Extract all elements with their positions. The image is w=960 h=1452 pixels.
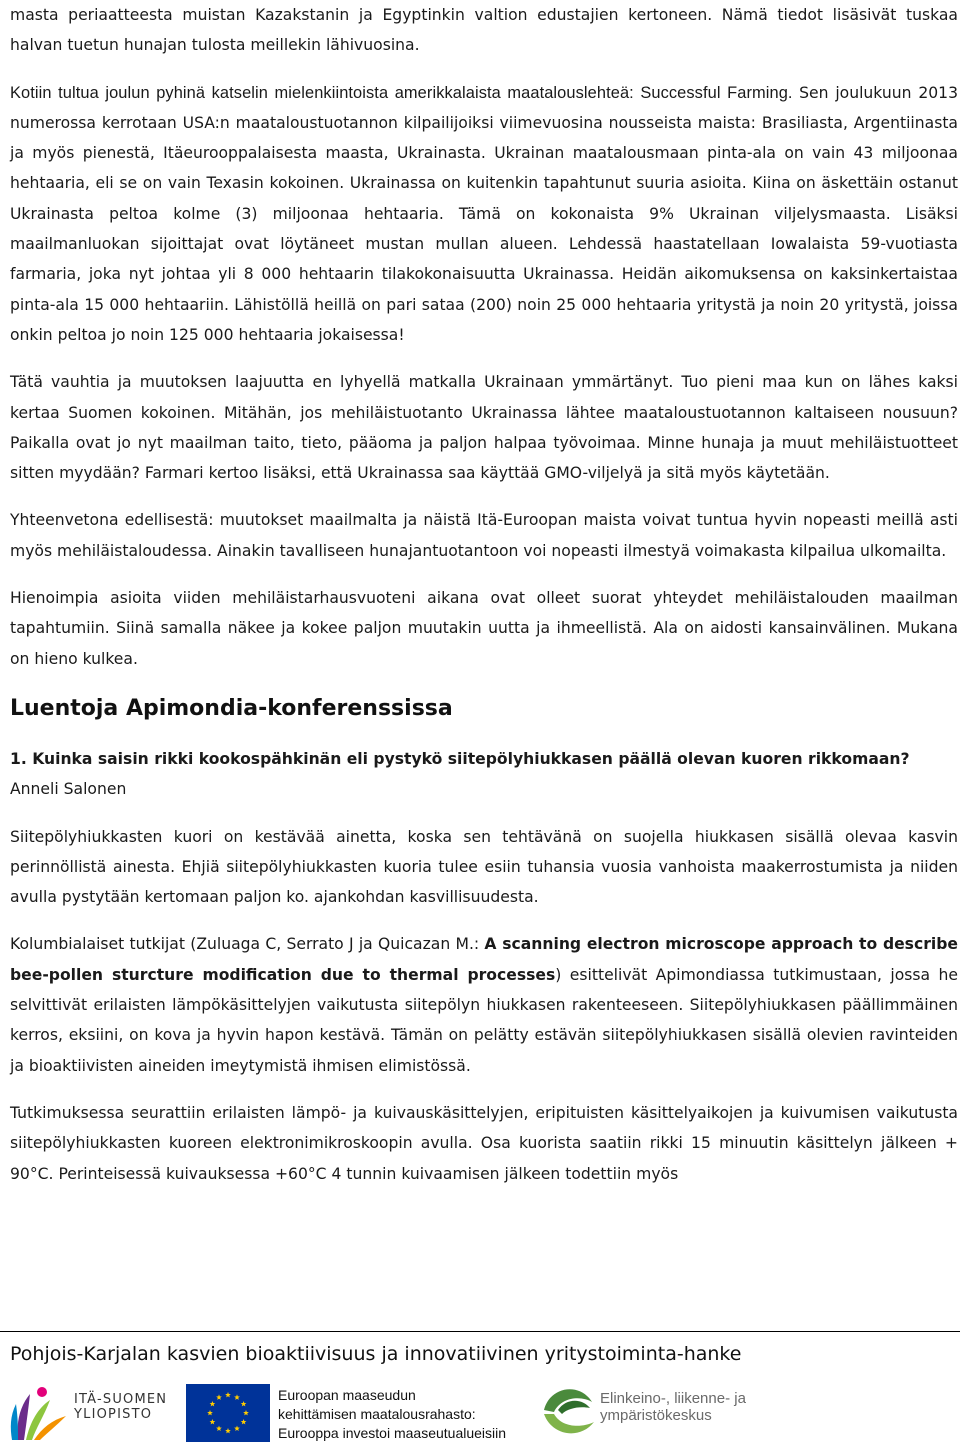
paragraph-text: Kolumbialaiset tutkijat (Zuluaga C, Serrato J ja Quicazan M.:	[10, 935, 485, 954]
paragraph: Tutkimuksessa seurattiin erilaisten lämpö- ja kuivauskäsittelyjen, eripituisten käsittelyaikojen ja kuivumisen vaikutusta siitepölyhiukkasten kuoreen elektronimikroskoopin avulla. Osa kuorista saatiin rikki 15 minuutin käsittelyn jälkeen + 90°C. Perinteisessä kuivauksessa +60°C 4 tunnin kuivaamisen jälkeen todettiin myös	[10, 1103, 958, 1183]
paragraph	[10, 929, 958, 1080]
uef-name-line2: YLIOPISTO	[74, 1407, 153, 1422]
paragraph: Tätä vauhtia ja muutoksen laajuutta en lyhyellä matkalla Ukrainaan ymmärtänyt. Tuo pieni maa kun on lähes kaksi kertaa Suomen kokoinen. Mitähän, jos mehiläistuotanto Ukrainassa lähtee maataloustuotannon kaltaiseen nousuun? Paikalla ovat jo nyt maailman taito, tieto, pääoma ja paljon halpaa työvoimaa. Minne hunaja ja muut mehiläistuotteet sitten myydään? Farmari kertoo lisäksi, että Ukrainassa saa käyttää GMO-viljelyä ja sitä myös käytetään.	[10, 373, 958, 483]
eu-line3: Eurooppa investoi maaseutualueisiin	[278, 1425, 507, 1441]
article-body	[10, 0, 958, 1189]
section-heading: Luentoja Apimondia-konferenssissa	[10, 695, 453, 721]
paragraph-text: ) esittelivät Apimondiassa tutkimustaan, jossa he selvittivät erilaisten lämpökäsittelyjen vaikutusta siitepölyn hiukkasen rakenteeseen. Siitepölyhiukkasen päällimmäinen kerros, eksiini, on kova ja hyvin hapon kestävä. Tämän on pelätty estävän siitepölyhiukkasen sisällä olevien ravinteiden ja bioaktiivisten aineiden imeytymistä ihmisen elimistössä.	[10, 965, 958, 1075]
ely-line1: Elinkeino-, liikenne- ja	[600, 1390, 746, 1407]
eu-fund-text	[278, 1386, 506, 1443]
paragraph	[10, 78, 958, 351]
paragraph: Siitepölyhiukkasten kuori on kestävää ainetta, koska sen tehtävänä on suojella hiukkasen sisällä olevaa kasvin perinnöllistä ainesta. Ehjiä siitepölyhiukkasten kuoria tulee esiin tuhansia vuosia vanhoista maakerrostumista ja niiden avulla pystytään kertomaan paljon ko. ajankohdan kasvillisuudesta.	[10, 827, 958, 907]
eu-line2: kehittämisen maatalousrahasto:	[278, 1406, 476, 1422]
uef-name-line1: ITÄ-SUOMEN	[74, 1392, 168, 1407]
uef-logo-text	[74, 1392, 167, 1422]
lecture-author: Anneli Salonen	[10, 780, 127, 799]
lecture-title: 1. Kuinka saisin rikki kookospähkinän eli pystykö siitepölyhiukkasen päällä olevan kuoren rikkomaan?	[10, 749, 910, 768]
footer-project-title: Pohjois-Karjalan kasvien bioaktiivisuus ja innovatiivinen yritystoiminta-hanke	[10, 1343, 742, 1365]
eu-line1: Euroopan maaseudun	[278, 1387, 416, 1403]
paragraph: Yhteenvetona edellisestä: muutokset maailmalta ja näistä Itä-Euroopan maista voivat tuntua hyvin nopeasti meillä asti myös mehiläistaloudessa. Ainakin tavalliseen hunajantuotantoon voi nopeasti ilmestyä voimakasta kilpailua ulkomailta.	[10, 511, 958, 560]
footer-logos	[0, 1376, 960, 1452]
footer-divider	[0, 1331, 960, 1332]
paragraph: masta periaatteesta muistan Kazakstanin ja Egyptinkin valtion edustajien kertoneen. Nämä tiedot lisäsivät tuskaa halvan tuetun hunajan tulosta meillekin lähivuosina.	[10, 6, 958, 55]
ely-logo-text	[600, 1390, 746, 1424]
paragraph-line: Kotiin tultua joulun pyhinä katselin mielenkiintoista amerikkalaista maatalouslehteä: Successful Farming.	[10, 83, 793, 102]
eu-flag-icon	[186, 1384, 270, 1442]
paper-title: A scanning electron microscope approach to describe bee-pollen sturcture modification due to thermal processes	[10, 935, 958, 984]
ely-line2: ympäristökeskus	[600, 1407, 712, 1424]
paragraph: Hienoimpia asioita viiden mehiläistarhausvuoteni aikana ovat olleet suorat yhteydet mehiläistalouden maailman tapahtumiin. Siinä samalla näkee ja kokee paljon muutakin uutta ja ihmeellistä. Ala on aidosti kansainvälinen. Mukana on hieno kulkea.	[10, 589, 958, 668]
paragraph-rest: Sen joulukuun 2013 numerossa kerrotaan USA:n maataloustuotannon kilpailijoiksi viimevuosina nousseista maista: Brasiliasta, Argentiinasta ja myös pienestä, Itäeurooppalaisesta maasta, Ukrainasta. Ukrainan maatalousmaan pinta-ala on vain 43 miljoonaa hehtaaria, eli se on vain Texasin kokoinen. Ukrainassa on kuitenkin tapahtunut suuria asioita. Kiina on äskettäin ostanut Ukrainasta peltoa kolme (3) miljoonaa hehtaaria. Tämä on kokonaista 9% Ukrainan viljelysmaasta. Lisäksi maailmanluokan sijoittajat ovat löytäneet mustan mullan alueen. Lehdessä haastatellaan Iowalaista 59-vuotiasta farmaria, joka nyt johtaa yli 8 000 hehtaarin tilakokonaisuutta Ukrainassa. Heidän aikomuksensa on kaksinkertaistaa pinta-ala 15 000 hehtaariin. Lähistöllä heillä on pari sataa (200) noin 25 000 hehtaaria yritystä ja noin 20 yritystä, joissa onkin peltoa jo noin 125 000 hehtaaria jokaisessa!	[10, 83, 959, 344]
